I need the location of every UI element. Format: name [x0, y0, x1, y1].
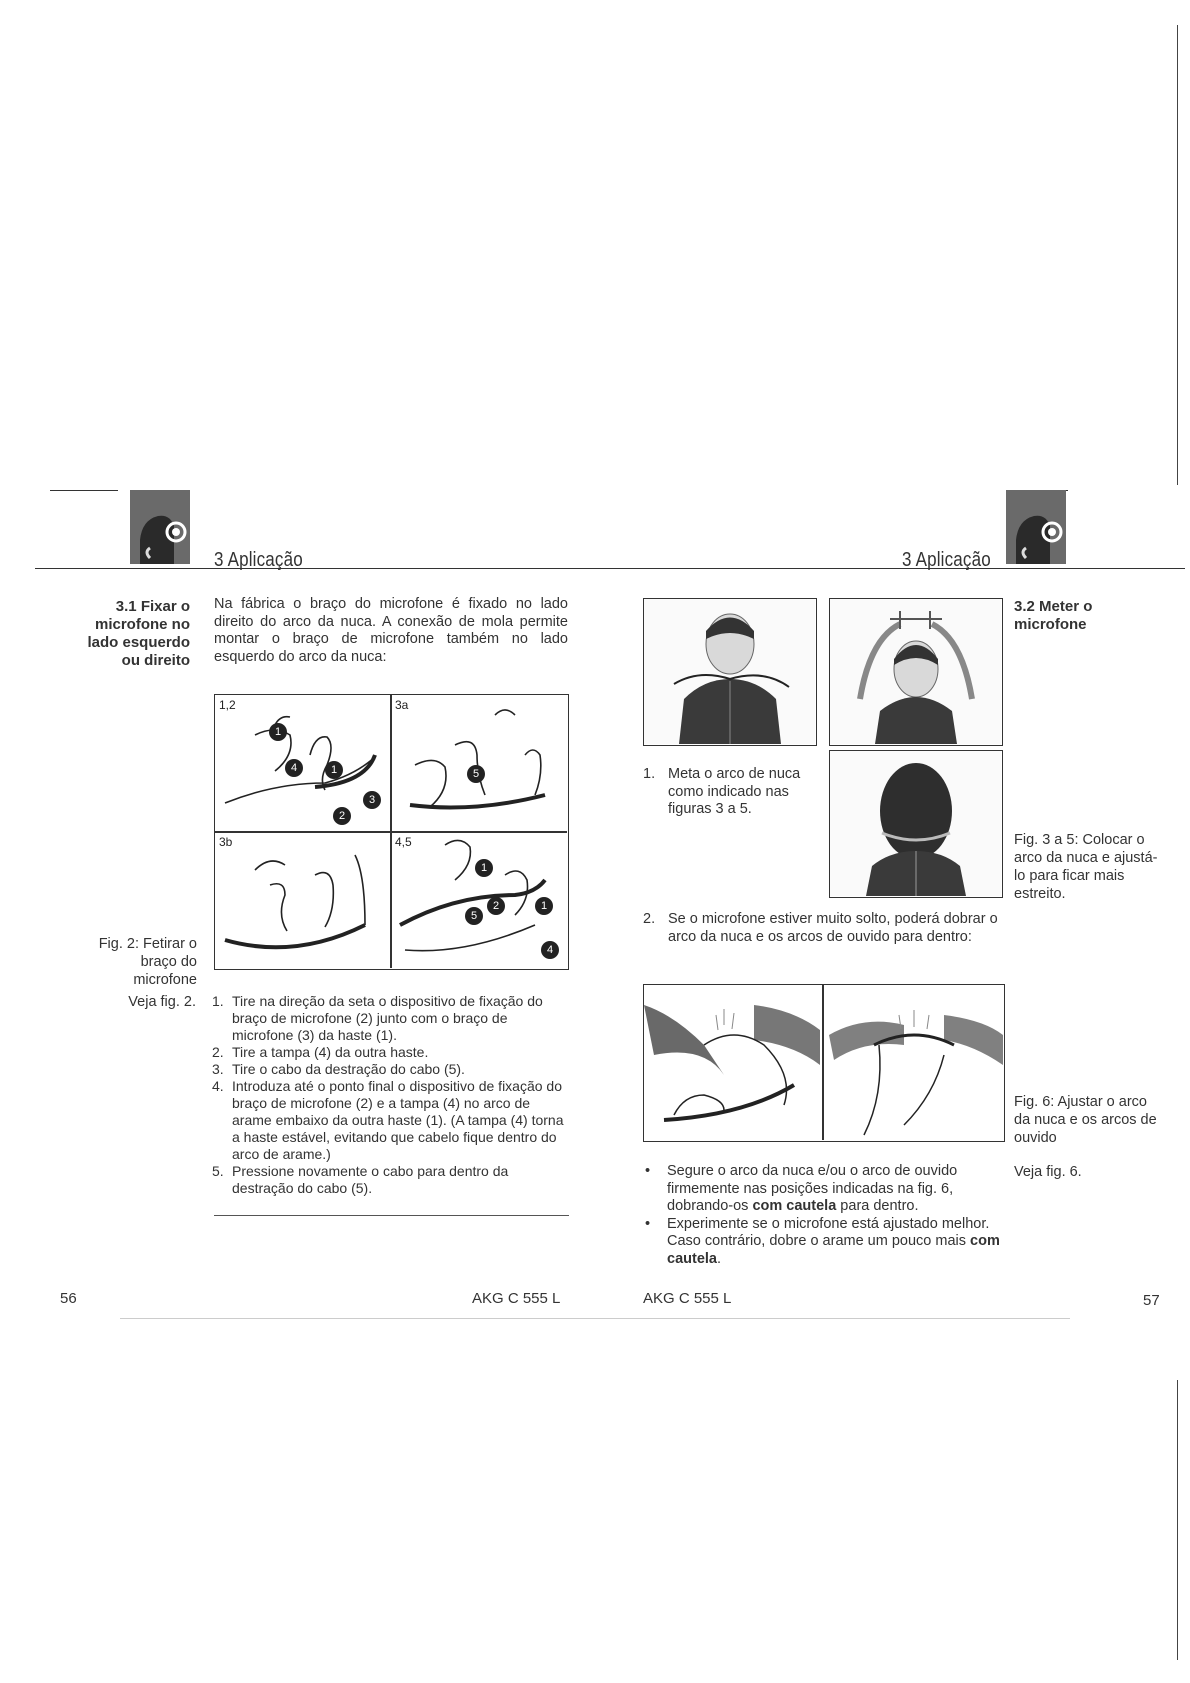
fig-2-caption: Fig. 2: Fetirar o braço do microfone [98, 936, 197, 988]
intro-paragraph: Na fábrica o braço do microfone é fixado no lado direito do arco da nuca. A conexão de mola permite montar o braço de microfone também no lado esquerdo do arco da nuca: [214, 596, 568, 665]
steps-list-left [212, 993, 569, 1197]
person-adjusting-photo [830, 599, 1001, 744]
see-fig-6: Veja fig. 6. [1014, 1164, 1082, 1180]
header-rule-bottom [35, 568, 1185, 569]
callout-4: 4 [285, 759, 303, 777]
step-5: 5. Pressione novamente o cabo para dentro da destração do cabo (5). [212, 1163, 509, 1196]
step-2-right: 2. Se o microfone estiver muito solto, poderá dobrar o arco da nuca e os arcos de ouvido para dentro: [643, 911, 998, 945]
page-number-left: 56 [60, 1290, 77, 1307]
page-number-right: 57 [1143, 1292, 1160, 1309]
fig-6-drawings [644, 985, 1003, 1140]
person-front-photo [644, 599, 815, 744]
headset-chapter-icon-right [1006, 490, 1066, 564]
callout-2: 2 [333, 807, 351, 825]
steps-end-rule [214, 1215, 569, 1216]
callout-5b: 5 [465, 907, 483, 925]
callout-1c: 1 [475, 859, 493, 877]
step-3: 3. Tire o cabo da destração do cabo (5). [212, 1061, 465, 1077]
headset-chapter-icon-left [130, 490, 190, 564]
callout-3: 3 [363, 791, 381, 809]
bullet-1: • Segure o arco da nuca e/ou o arco de ouvido firmemente nas posições indicadas na fig. 6, dobrando-os com cautela para dentro. [645, 1163, 958, 1214]
scan-edge-line [1177, 25, 1178, 485]
fig-label-3a: 3a [395, 698, 409, 712]
callout-1b: 1 [325, 761, 343, 779]
see-fig-2: Veja fig. 2. [128, 994, 196, 1010]
figure-6 [643, 984, 1005, 1142]
callout-4b: 4 [541, 941, 559, 959]
callout-5: 5 [467, 765, 485, 783]
photo-fig-3 [643, 598, 817, 746]
header-rule-left-top [50, 490, 118, 491]
step-2: 2. Tire a tampa (4) da outra haste. [212, 1044, 429, 1060]
fig-label-3b: 3b [219, 835, 233, 849]
fig-6-caption: Fig. 6: Ajustar o arco da nuca e os arcos de ouvido [1014, 1094, 1157, 1146]
figure-2-grid [214, 694, 569, 970]
bullets-right [643, 1163, 1005, 1268]
callout-2b: 2 [487, 897, 505, 915]
fig-label-1-2: 1,2 [219, 698, 236, 712]
subsection-heading-3-2: 3.2 Meter o microfone [1014, 598, 1093, 633]
person-back-photo [830, 751, 1001, 896]
bullet-2: • Experimente se o microfone está ajustado melhor. Caso contrário, dobre o arame um pouco mais com cautela. [645, 1215, 1000, 1267]
subsection-heading-3-1: 3.1 Fixar o microfone no lado esquerdo ou direito [87, 598, 190, 669]
step-1: 1. Tire na direção da seta o dispositivo de fixação do braço de microfone (2) junto com o braço de microfone (3) da haste (1). [212, 993, 543, 1043]
footer-product-left: AKG C 555 L [472, 1290, 561, 1307]
step-4: 4. Introduza até o ponto final o dispositivo de fixação do braço de microfone (2) e a tampa (4) no arco de arame embaixo da outra haste (1). (A tampa (4) torna a haste estável, evitando que cabelo fique dentro do arco de arame.) [212, 1078, 564, 1162]
callout-1: 1 [269, 723, 287, 741]
footer-product-right: AKG C 555 L [643, 1290, 732, 1307]
step-1-right: 1. Meta o arco de nuca como indicado nas figuras 3 a 5. [643, 766, 801, 817]
callout-1d: 1 [535, 897, 553, 915]
photo-fig-4 [829, 598, 1003, 746]
fig-2-drawings [215, 695, 567, 968]
section-title-left: 3 Aplicação [214, 549, 303, 571]
footer-rule [120, 1318, 1070, 1319]
fig-3-5-caption: Fig. 3 a 5: Colocar o arco da nuca e ajustá-lo para ficar mais estreito. [1014, 832, 1158, 902]
fig-label-4-5: 4,5 [395, 835, 412, 849]
section-title-right: 3 Aplicação [902, 549, 991, 571]
scan-edge-line-lower [1177, 1380, 1178, 1660]
photo-fig-5 [829, 750, 1003, 898]
